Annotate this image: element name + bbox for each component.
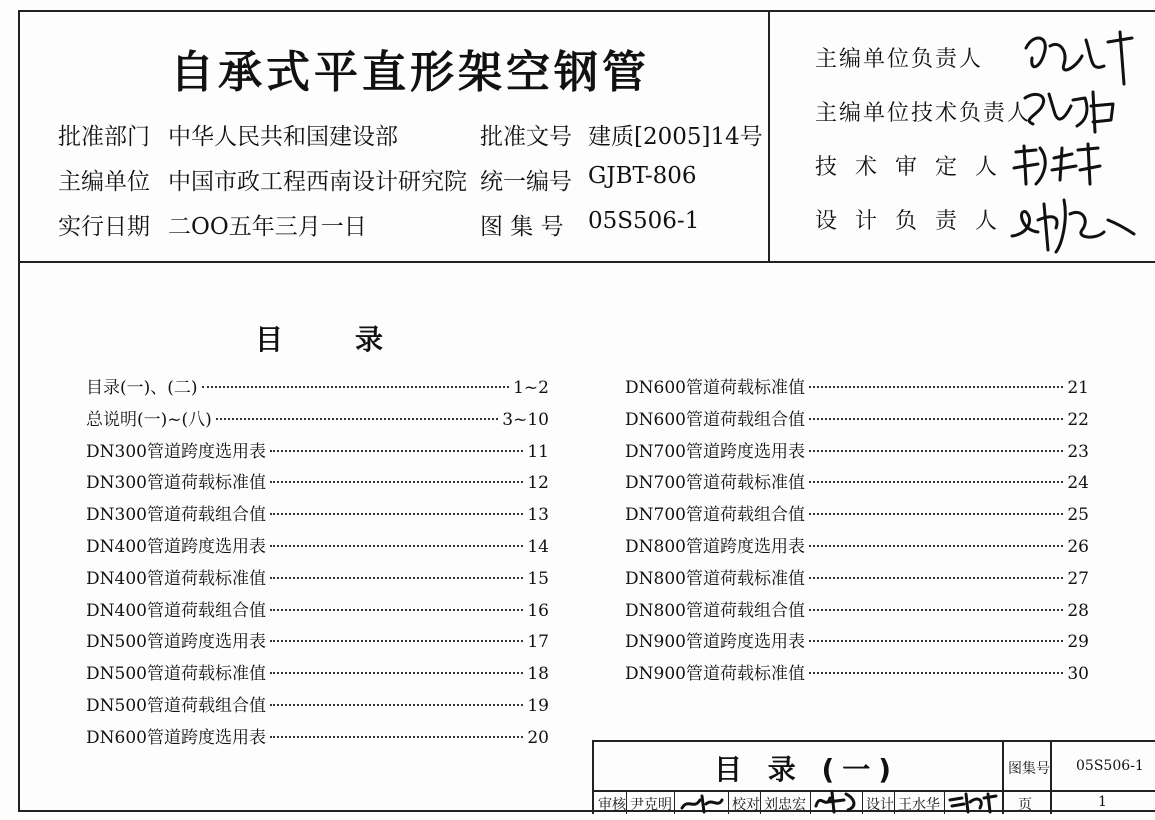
chief-unit-head-label: 主编单位负责人 [815,47,984,72]
toc-leader-dots [270,640,523,642]
toc-entry-label: DN600管道荷载标准值 [625,378,805,398]
approval-doc-label: 批准文号 [480,124,572,150]
title-block-vline [728,790,729,814]
toc-leader-dots [809,672,1063,674]
toc-entry-page: 13 [527,505,549,526]
toc-leader-dots [809,481,1063,483]
toc-entry [625,659,1089,691]
toc-entry-label: 总说明(一)~(八) [86,409,212,430]
toc-entry [86,691,549,723]
toc-leader-dots [809,640,1063,642]
toc-entry-page: 11 [527,441,549,462]
toc-entry [625,468,1089,500]
toc-entry-page: 16 [527,600,549,621]
title-block-vline [674,790,675,814]
toc-leader-dots [270,513,523,515]
effective-date-value: 二OO五年三月一日 [168,214,367,240]
signature-tech-approver [1010,140,1105,190]
toc-entry-label: DN500管道荷载标准值 [86,664,266,685]
toc-leader-dots [809,418,1063,420]
toc-leader-dots [270,545,523,547]
title-block-vline [810,790,811,814]
toc-entry [625,373,1089,405]
title-block-vline [862,790,863,814]
toc-leader-dots [809,386,1063,388]
toc-entry-label: DN700管道荷载标准值 [625,473,805,494]
document-title: 自承式平直形架空钢管 [170,47,650,98]
toc-leader-dots [270,577,523,579]
toc-entry [625,532,1089,564]
toc-entry-page: 27 [1067,568,1089,589]
toc-leader-dots [809,513,1063,515]
toc-entry [86,437,549,469]
check-name: 刘忠宏 [764,797,806,813]
toc-entry-label: DN700管道荷载组合值 [625,505,805,526]
toc-entry-label: DN500管道荷载组合值 [86,695,266,716]
toc-leader-dots [270,704,523,706]
design-name: 王水华 [898,797,940,813]
signature-design-lead [1008,190,1138,260]
toc-leader-dots [809,577,1063,579]
page-number: 1 [1098,794,1107,810]
unified-code-label: 统一编号 [480,169,572,195]
toc-entry [86,468,549,500]
signature-checker [814,788,860,814]
header-divider [768,10,770,262]
design-label: 设计 [866,797,894,813]
title-block [592,740,1155,814]
title-block-vline [1002,742,1004,814]
toc-entry-page: 22 [1067,409,1089,430]
toc-entry-label: DN800管道跨度选用表 [625,536,805,557]
title-block-vline [760,790,761,814]
toc-entry-page: 21 [1067,378,1089,398]
toc-right-column [625,373,1089,691]
toc-entry-page: 14 [527,536,549,557]
toc-left-column [86,373,549,755]
toc-entry-page: 29 [1067,632,1089,653]
toc-entry [86,627,549,659]
toc-entry-page: 24 [1067,473,1089,494]
unified-code-value: GJBT-806 [588,163,697,189]
toc-leader-dots [270,481,523,483]
toc-entry [625,405,1089,437]
tech-approver-label: 技术审定人 [815,155,1016,180]
toc-entry-label: 目录(一)、(二) [86,378,198,398]
toc-entry [625,596,1089,628]
toc-entry [86,373,549,405]
atlas-no-label: 图集号 [1008,761,1050,777]
toc-entry [625,627,1089,659]
toc-entry [86,659,549,691]
toc-entry-label: DN600管道跨度选用表 [86,727,266,748]
toc-entry-page: 19 [527,695,549,716]
title-block-hline [594,790,1155,792]
toc-entry-label: DN600管道荷载组合值 [625,409,805,430]
toc-entry-page: 3~10 [502,409,549,430]
effective-date-label: 实行日期 [58,214,150,240]
toc-leader-dots [202,386,510,388]
toc-entry-page: 1~2 [513,378,549,398]
header-bottom-rule [18,261,1155,263]
title-block-vline [944,790,945,814]
approval-dept-value: 中华人民共和国建设部 [168,124,398,150]
toc-entry-page: 20 [527,727,549,748]
toc-entry [625,500,1089,532]
toc-leader-dots [809,545,1063,547]
title-block-title: 目 录 (一) [714,753,900,786]
check-label: 校对 [732,797,760,813]
approval-doc-value: 建质[2005]14号 [588,124,763,150]
toc-entry-page: 17 [527,632,549,653]
atlas-number-value: 05S506-1 [588,208,700,234]
toc-entry-label: DN300管道跨度选用表 [86,441,266,462]
editor-unit-value: 中国市政工程西南设计研究院 [168,169,467,195]
toc-entry-label: DN400管道跨度选用表 [86,536,266,557]
toc-leader-dots [270,450,523,452]
toc-entry [86,532,549,564]
toc-entry-label: DN900管道跨度选用表 [625,632,805,653]
toc-entry-page: 28 [1067,600,1089,621]
page-label: 页 [1018,797,1032,813]
title-block-vline [626,790,627,814]
toc-entry-label: DN700管道跨度选用表 [625,441,805,462]
design-lead-label: 设计负责人 [815,209,1016,234]
toc-entry [86,596,549,628]
toc-entry-label: DN800管道荷载标准值 [625,568,805,589]
title-block-vline [1050,742,1052,814]
review-name: 尹克明 [630,797,672,813]
toc-leader-dots [270,609,523,611]
toc-leader-dots [809,609,1063,611]
toc-entry-page: 12 [527,473,549,494]
atlas-no-value: 05S506-1 [1076,758,1144,774]
editor-unit-label: 主编单位 [58,169,150,195]
toc-heading: 目录 [255,323,456,356]
toc-entry [625,437,1089,469]
toc-entry-page: 18 [527,664,549,685]
signature-chief-tech-head [1015,84,1125,144]
review-label: 审核 [598,797,626,813]
toc-entry-page: 30 [1067,664,1089,685]
signature-chief-unit-head [1020,28,1150,88]
toc-entry-page: 26 [1067,536,1089,557]
toc-entry-label: DN800管道荷载组合值 [625,600,805,621]
approval-dept-label: 批准部门 [58,124,150,150]
toc-entry [86,405,549,437]
toc-leader-dots [809,450,1063,452]
toc-leader-dots [270,672,523,674]
signature-reviewer [680,792,724,814]
toc-entry-label: DN300管道荷载标准值 [86,473,266,494]
toc-entry [86,564,549,596]
signature-designer [948,790,998,814]
toc-entry-page: 25 [1067,505,1089,526]
toc-entry-page: 15 [527,568,549,589]
toc-entry-page: 23 [1067,441,1089,462]
toc-entry-label: DN400管道荷载组合值 [86,600,266,621]
title-block-vline [894,790,895,814]
toc-entry-label: DN500管道跨度选用表 [86,632,266,653]
toc-entry-label: DN400管道荷载标准值 [86,568,266,589]
atlas-number-label: 图 集 号 [480,214,564,240]
toc-entry-label: DN300管道荷载组合值 [86,505,266,526]
toc-entry [625,564,1089,596]
toc-entry [86,723,549,755]
chief-tech-head-label: 主编单位技术负责人 [815,101,1032,126]
toc-entry [86,500,549,532]
toc-entry-label: DN900管道荷载标准值 [625,664,805,685]
toc-leader-dots [216,418,499,420]
toc-leader-dots [270,736,523,738]
